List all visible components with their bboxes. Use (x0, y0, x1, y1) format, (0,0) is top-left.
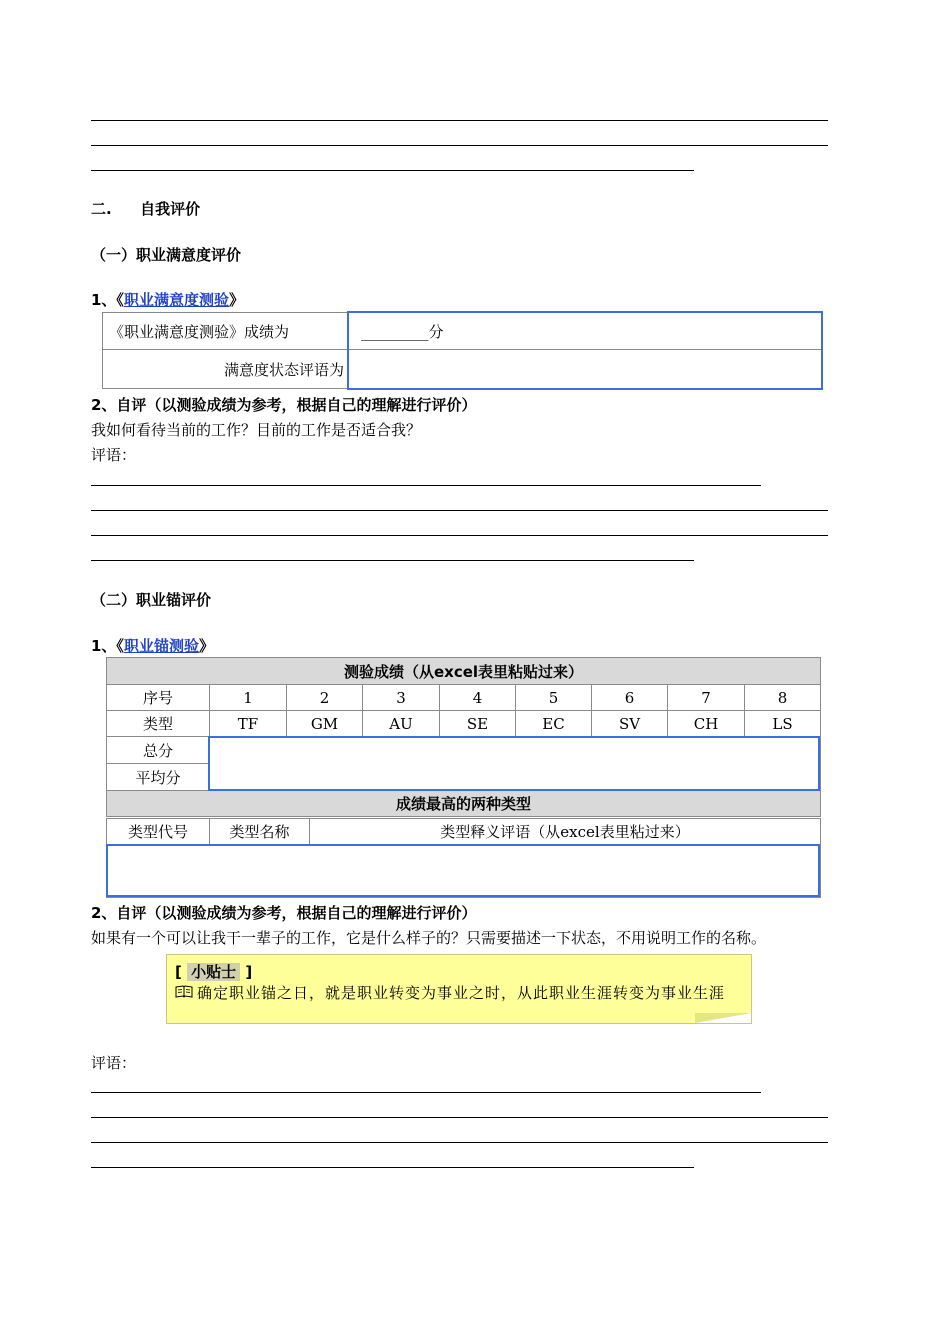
score-unit: 分 (428, 322, 444, 341)
score-table-header: 测验成绩（从excel表里粘贴过来） (107, 658, 821, 685)
number-cell: 8 (745, 685, 821, 711)
section-heading (91, 199, 200, 219)
number-row (107, 685, 821, 711)
part1-item1 (91, 290, 244, 310)
section-number: 二. (91, 200, 112, 218)
type-cell: LS (745, 711, 821, 737)
satisfaction-status-label: 满意度状态评语为 (103, 350, 349, 389)
type-cell: SE (440, 711, 516, 737)
type-cell: CH (668, 711, 745, 737)
number-cell: 3 (363, 685, 440, 711)
type-cell: SV (592, 711, 668, 737)
total-label: 总分 (107, 737, 210, 764)
book-icon (175, 982, 197, 1006)
part2-title: （二）职业锚评价 (91, 591, 212, 609)
score-blank: _________ (361, 322, 429, 341)
type-cell: AU (363, 711, 440, 737)
item1-prefix: 1、《 (91, 637, 124, 655)
writing-line[interactable] (91, 1117, 828, 1118)
number-cell: 6 (592, 685, 668, 711)
tip-title: [ 小贴士 ] (175, 963, 253, 981)
tip-text: 确定职业锚之日，就是职业转变为事业之时，从此职业生涯转变为事业生涯 (197, 984, 726, 1002)
part1-comment-label: 评语： (91, 446, 137, 464)
writing-line[interactable] (91, 560, 694, 561)
section-title: 自我评价 (140, 200, 201, 218)
part2-question: 如果有一个可以让我干一辈子的工作，它是什么样子的？只需要描述一下状态，不用说明工作的名称。 (91, 929, 767, 947)
satisfaction-score-label: 《职业满意度测验》成绩为 (103, 313, 349, 350)
col-type-description: 类型释义评语（从excel表里粘过来） (310, 819, 821, 845)
part1-title: （一）职业满意度评价 (91, 246, 242, 264)
tip-note (166, 954, 752, 1024)
col-type-code: 类型代号 (107, 819, 210, 845)
tip-title-text: 小贴士 (187, 963, 240, 981)
career-anchor-test-link[interactable]: 职业锚测验 (123, 637, 199, 655)
writing-line[interactable] (91, 1167, 694, 1168)
type-cell: EC (516, 711, 592, 737)
writing-line[interactable] (91, 1092, 761, 1093)
writing-line (91, 170, 694, 171)
item1-prefix: 1、《 (91, 291, 124, 309)
tip-body (175, 981, 745, 1006)
writing-line[interactable] (91, 535, 828, 536)
writing-line[interactable] (91, 510, 828, 511)
col-type-name: 类型名称 (210, 819, 310, 845)
item1-suffix: 》 (228, 291, 244, 309)
number-cell: 5 (516, 685, 592, 711)
number-cell: 2 (287, 685, 363, 711)
type-row-label: 类型 (107, 711, 210, 737)
type-cell: GM (287, 711, 363, 737)
top-types-header: 成绩最高的两种类型 (107, 791, 821, 817)
number-row-label: 序号 (107, 685, 210, 711)
writing-line (91, 120, 828, 121)
part2-item1 (91, 636, 214, 656)
writing-line (91, 145, 828, 146)
writing-line[interactable] (91, 1142, 828, 1143)
part1-item2: 2、自评（以测验成绩为参考，根据自己的理解进行评价） (91, 396, 477, 414)
part2-comment-label: 评语： (91, 1054, 137, 1072)
number-cell: 4 (440, 685, 516, 711)
satisfaction-input-highlight (347, 311, 823, 390)
writing-line[interactable] (91, 485, 761, 486)
type-row (107, 711, 821, 737)
part2-item2: 2、自评（以测验成绩为参考，根据自己的理解进行评价） (91, 904, 477, 922)
page-curl (695, 1013, 751, 1023)
satisfaction-test-link[interactable]: 职业满意度测验 (123, 291, 229, 309)
top-types-input-highlight (106, 844, 820, 897)
book-icon-svg (175, 985, 193, 999)
number-cell: 1 (210, 685, 287, 711)
score-input-highlight (208, 736, 820, 791)
part1-question: 我如何看待当前的工作？目前的工作是否适合我？ (91, 421, 422, 439)
number-cell: 7 (668, 685, 745, 711)
average-label: 平均分 (107, 764, 210, 791)
type-cell: TF (210, 711, 287, 737)
item1-suffix: 》 (198, 637, 214, 655)
